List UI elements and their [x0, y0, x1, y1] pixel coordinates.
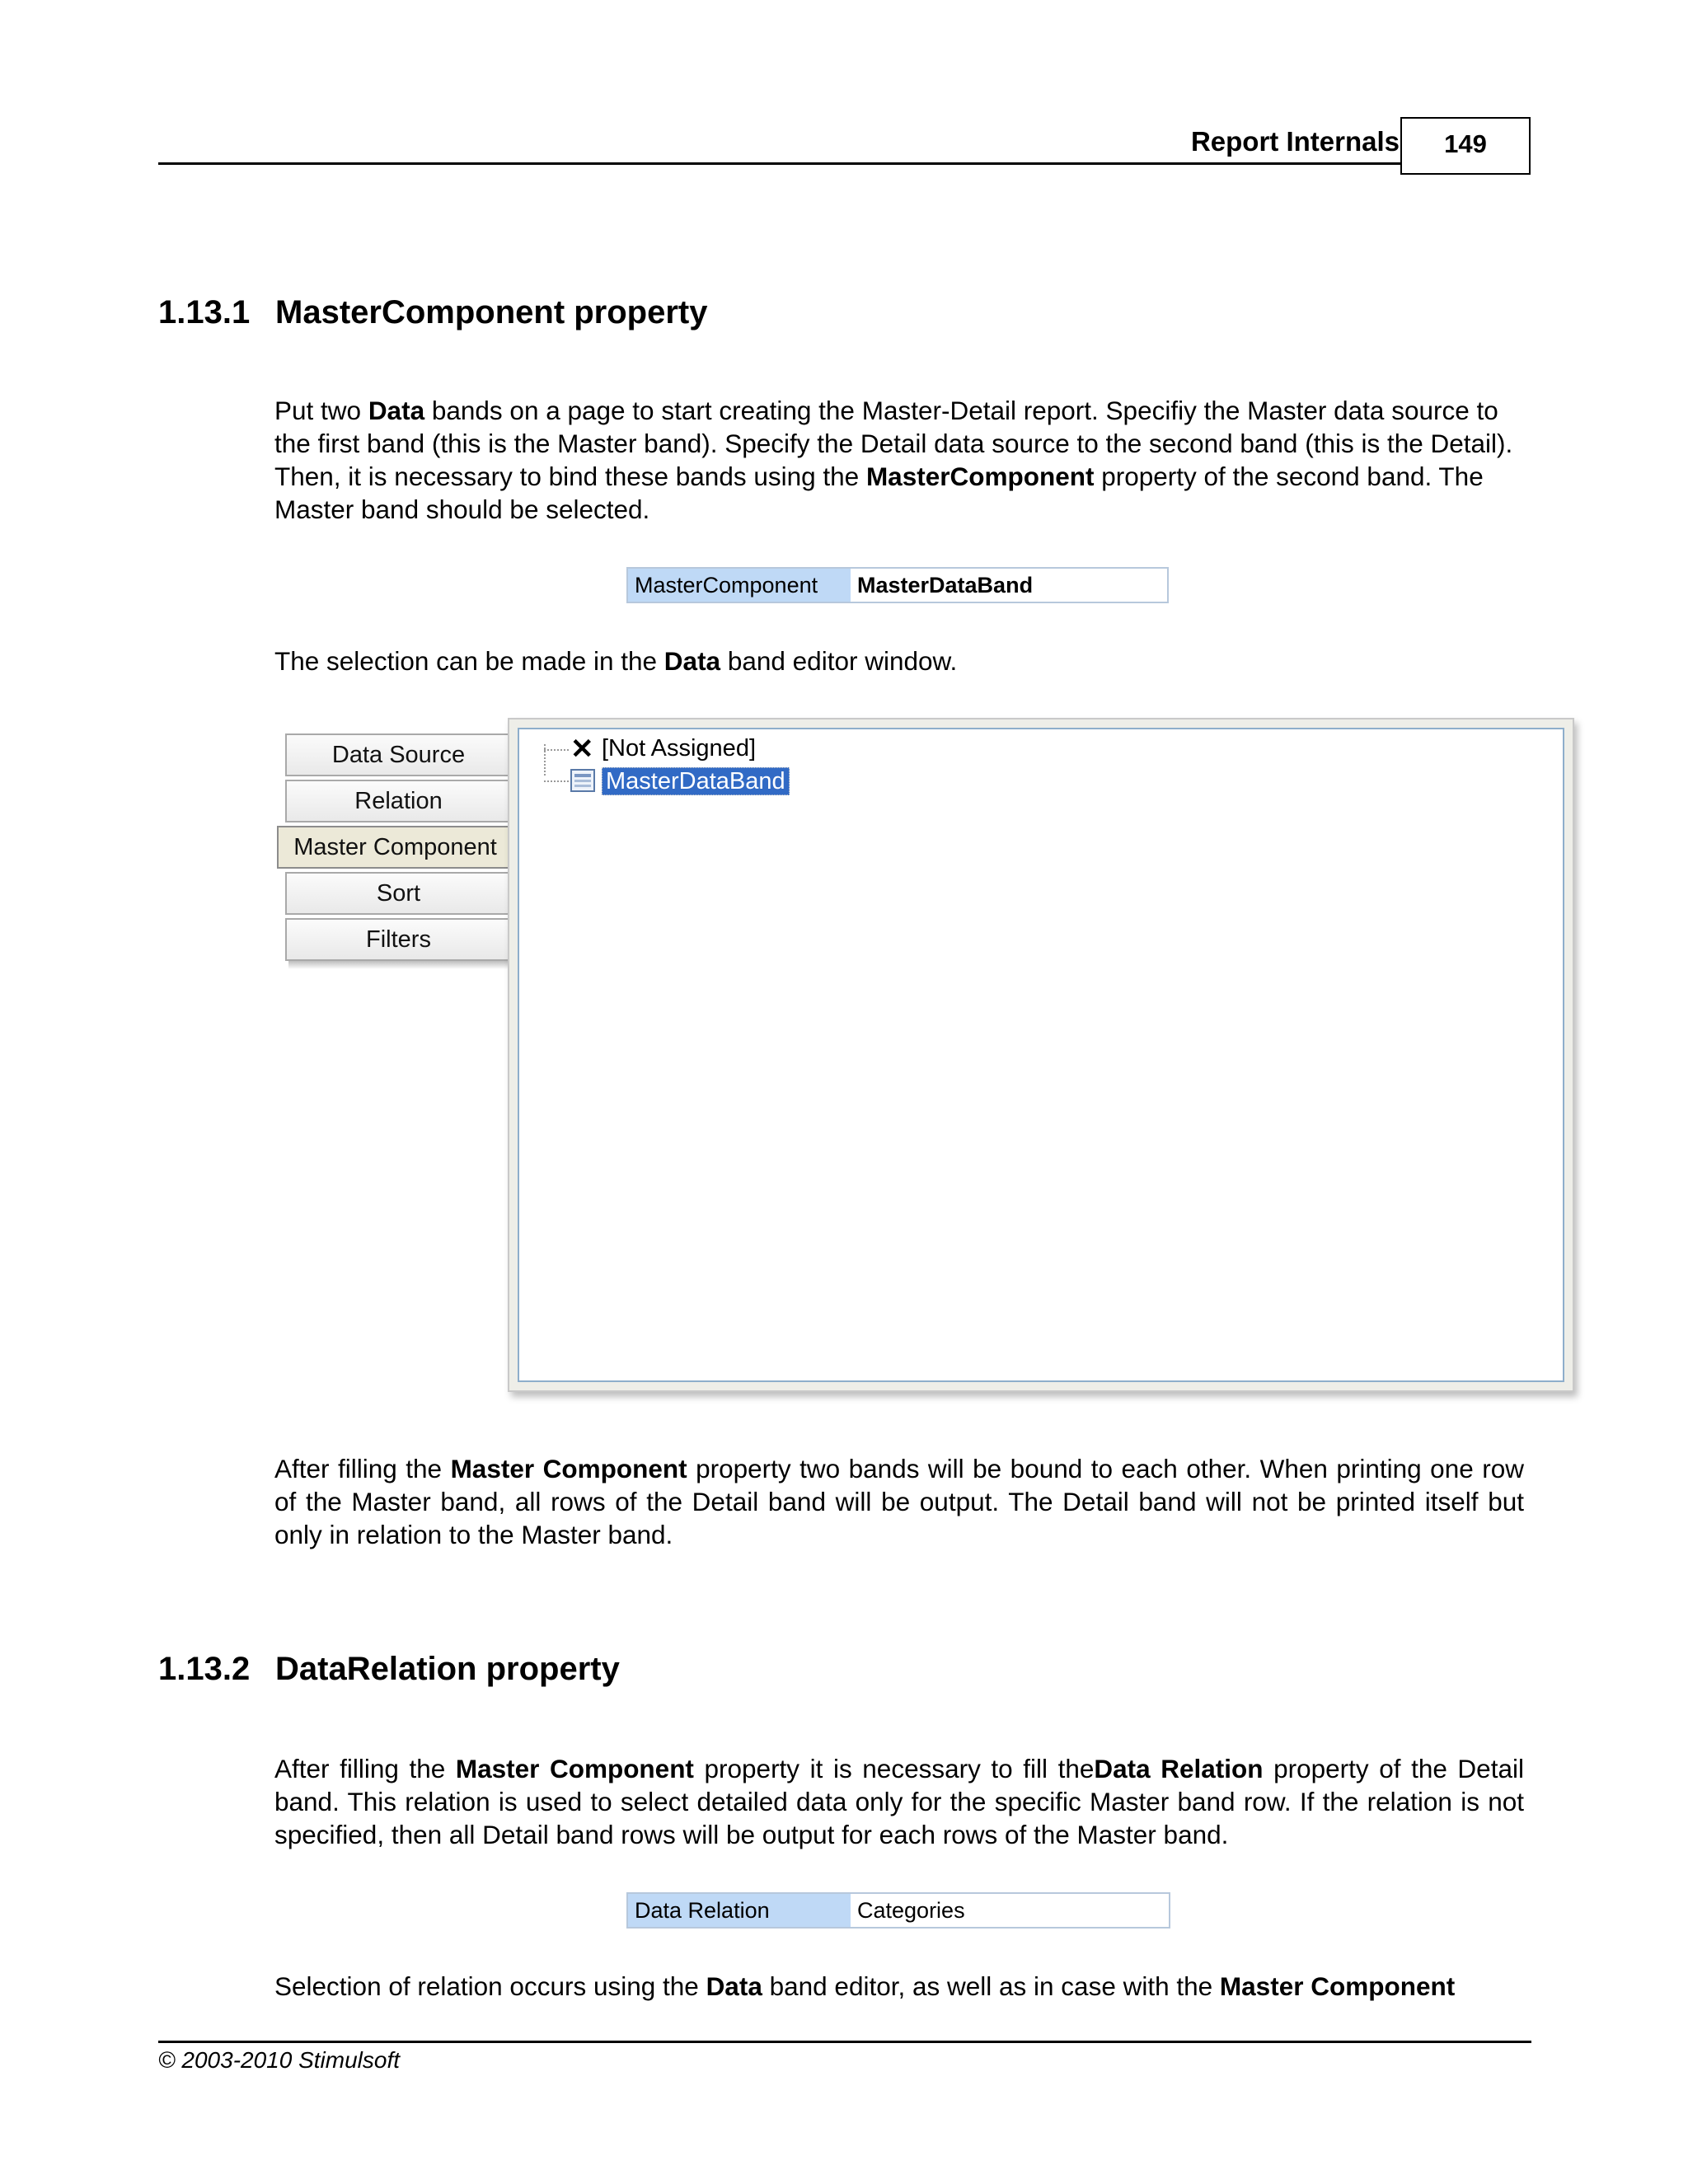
section-heading-1-13-1	[158, 292, 708, 333]
tab-filters[interactable]: Filters	[285, 918, 510, 961]
bold-term: Data	[663, 646, 721, 676]
tabs-shadow	[288, 961, 516, 969]
page-number: 149	[1400, 117, 1531, 175]
section-number: 1.13.1	[158, 294, 251, 330]
bold-term: Master Component	[455, 1754, 694, 1783]
header-divider	[158, 162, 1402, 165]
property-grid-row	[626, 1892, 1170, 1929]
tree-connector	[544, 780, 569, 782]
bold-term: Data	[368, 396, 425, 425]
tree-panel-frame	[508, 718, 1574, 1392]
paragraph: The selection can be made in the Data band editor window.	[274, 646, 958, 676]
section-heading-1-13-2	[158, 1648, 620, 1690]
footer-copyright: © 2003-2010 Stimulsoft	[158, 2047, 401, 2073]
paragraph: Put two Data bands on a page to start creating the Master-Detail report. Specifiy the Master data source to the first band (this is the Master band). Specify the Detail data source to the second band (this is the Detail). Then, it is necessary to bind these bands using the MasterComponent property of the second band. The Master band should be selected.	[274, 396, 1513, 524]
tree-connector	[544, 749, 569, 751]
bold-term: Data Relation	[1094, 1754, 1264, 1783]
section-number: 1.13.2	[158, 1651, 251, 1687]
property-value: Categories	[857, 1898, 965, 1923]
bold-term: MasterComponent	[865, 462, 1095, 491]
bold-term: Data	[706, 1971, 762, 2001]
tree-item-not-assigned[interactable]: [Not Assigned]	[602, 735, 756, 762]
property-name: MasterComponent	[628, 569, 851, 602]
footer-divider	[158, 2041, 1531, 2043]
data-band-editor	[277, 714, 1582, 1402]
data-band-icon	[570, 769, 595, 792]
property-name: Data Relation	[628, 1894, 851, 1927]
bold-term: Master Component	[450, 1454, 687, 1483]
section-title: DataRelation property	[275, 1651, 620, 1687]
section-title: MasterComponent property	[275, 294, 708, 330]
property-grid-row	[626, 567, 1169, 603]
tab-data-source[interactable]: Data Source	[285, 733, 510, 776]
paragraph: After filling the Master Component property it is necessary to fill theData Relation property of the Detail band. This relation is used to select detailed data only for the specific Master band row. If the relation is not specified, then all Detail band rows will be output for each rows of the Master band.	[274, 1754, 1524, 1849]
bold-term: Master Component	[1219, 1971, 1456, 2001]
paragraph: After filling the Master Component property two bands will be bound to each other. When printing one row of the Master band, all rows of the Detail band will be output. The Detail band will not be printed itself but only in relation to the Master band.	[274, 1454, 1524, 1549]
master-component-tree[interactable]	[518, 728, 1564, 1382]
tab-master-component[interactable]: Master Component	[277, 826, 512, 869]
running-header-title: Report Internals	[1190, 126, 1400, 157]
tree-item-master-data-band[interactable]	[602, 766, 790, 797]
tab-sort[interactable]: Sort	[285, 872, 510, 915]
property-value: MasterDataBand	[857, 573, 1034, 598]
selected-item-label: MasterDataBand	[602, 767, 790, 795]
paragraph: Selection of relation occurs using the Data band editor, as well as in case with the Master Component	[274, 1971, 1456, 2001]
not-assigned-x-icon: ✕	[570, 733, 594, 765]
tab-relation[interactable]: Relation	[285, 780, 510, 823]
